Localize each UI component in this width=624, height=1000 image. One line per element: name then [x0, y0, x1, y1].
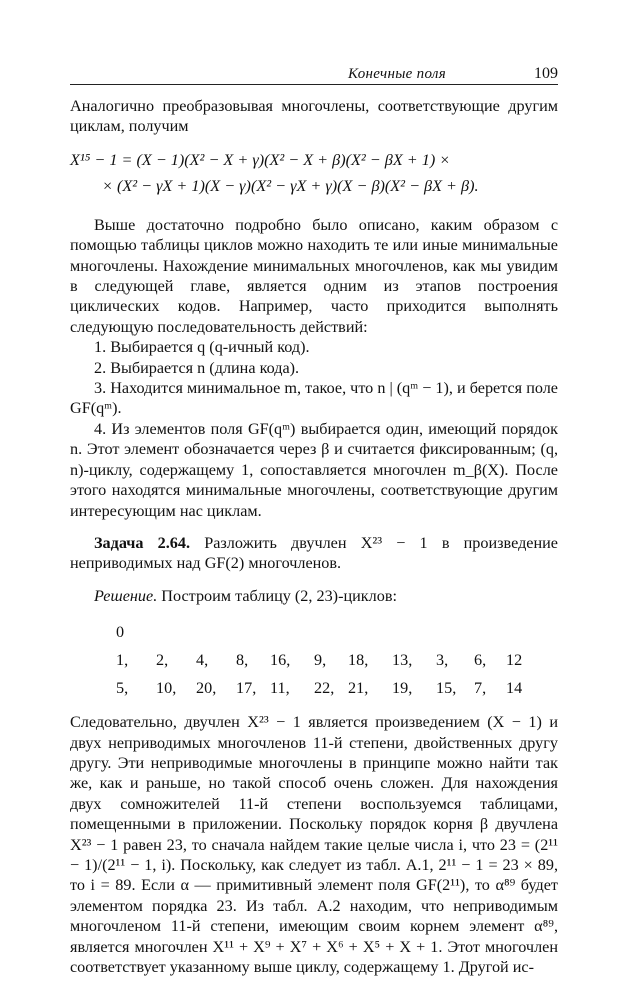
cycle-entry: 4, [196, 651, 209, 670]
cycle-entry: 11, [270, 679, 290, 698]
solution-intro [70, 586, 558, 606]
cycle-entry: 16, [270, 651, 291, 670]
cycle-entry: 19, [392, 679, 413, 698]
paragraph-minimal-polynomials: Выше достаточно подробно было описано, каким образом с помощью таблицы циклов можно находить те или иные минимальные многочлены. Нахождение минимальных многочленов, как мы увидим в следующей главе, является одним из этапов построения циклических кодов. Например, часто приходится выполнять следующую последовательность действий: [70, 215, 558, 336]
cycle-row-2 [116, 674, 558, 702]
step-item-2: 2. Выбирается n (длина кода). [94, 358, 300, 377]
cycle-entry: 10, [156, 679, 177, 698]
task-label: Задача 2.64. [94, 533, 191, 552]
cycle-entry: 9, [314, 651, 327, 670]
cycle-entry: 12 [506, 651, 523, 670]
solution-label: Решение. [94, 586, 158, 605]
solution-text: Построим таблицу (2, 23)-циклов: [157, 586, 397, 605]
equation-line-1: X¹⁵ − 1 = (X − 1)(X² − X + γ)(X² − X + β)(X² − βX + 1) × [70, 150, 451, 169]
cycle-entry: 3, [436, 651, 449, 670]
cycle-entry: 5, [116, 679, 129, 698]
page-number: 109 [534, 65, 558, 82]
cycle-table [70, 618, 558, 702]
task-text: Разложить двучлен X²³ − 1 в произведение неприводимых над GF(2) многочленов. [70, 533, 558, 573]
cycle-entry: 18, [348, 651, 369, 670]
running-head: Конечные поля [348, 66, 446, 82]
cycle-row-0 [116, 618, 558, 646]
cycle-entry: 17, [236, 679, 257, 698]
cycle-entry: 13, [392, 651, 413, 670]
step-item-4: 4. Из элементов поля GF(qᵐ) выбирается один, имеющий порядок n. Этот элемент обозначается через β и считается фиксированным; (q, n)-циклу, содержащему 1, сопоставляется многочлен m_β(X). После этого находятся минимальные многочлены, соответствующие другим интересующим нас циклам. [70, 419, 558, 520]
step-item-1: 1. Выбирается q (q-ичный код). [94, 338, 310, 357]
step-item-3: 3. Находится минимальное m, такое, что n | (qᵐ − 1), и берется поле GF(qᵐ). [70, 379, 558, 418]
cycle-entry: 22, [314, 679, 335, 698]
page-body [70, 96, 558, 977]
cycle-entry: 21, [348, 679, 369, 698]
cycle-entry: 1, [116, 651, 129, 670]
equation-line-2: × (X² − γX + 1)(X − γ)(X² − γX + γ)(X − β)(X² − βX + β). [102, 176, 479, 195]
cycle-entry: 7, [474, 679, 487, 698]
cycle-entry: 0 [116, 623, 125, 642]
cycle-entry: 6, [474, 651, 487, 670]
page-header [70, 58, 558, 85]
task-2-64 [70, 533, 558, 574]
intro-paragraph: Аналогично преобразовывая многочлены, соответствующие другим циклам, получим [70, 97, 558, 136]
cycle-row-1 [116, 646, 558, 674]
cycle-entry: 2, [156, 651, 169, 670]
paragraph-factorization: Следовательно, двучлен X²³ − 1 является произведением (X − 1) и двух неприводимых многочленов 11-й степени, двойственных другу другу. Эти неприводимые многочлены в принципе можно найти так же, как и раньше, но такой способ очень сложен. Для нахождения двух сомножителей 11-й степени воспользуемся таблицами, помещенными в приложении. Поскольку порядок корня β двучлена X²³ − 1 равен 23, то сначала найдем такие целые числа i, что 23 = (2¹¹ − 1)/(2¹¹ − 1, i). Поскольку, как следует из табл. А.1, 2¹¹ − 1 = 23 × 89, то i = 89. Если α — примитивный элемент поля GF(2¹¹), то α⁸⁹ будет элементом порядка 23. Из табл. А.2 находим, что неприводимым многочленом 11-й степени, имеющим своим корнем элемент α⁸⁹, является многочлен X¹¹ + X⁹ + X⁷ + X⁶ + X⁵ + X + 1. Этот многочлен соответствует указанному выше циклу, содержащему 1. Другой ис- [70, 713, 558, 976]
cycle-entry: 15, [436, 679, 457, 698]
cycle-entry: 20, [196, 679, 217, 698]
book-page [70, 0, 558, 1000]
cycle-entry: 14 [506, 679, 523, 698]
cycle-entry: 8, [236, 651, 249, 670]
factorization-equation [70, 147, 558, 199]
